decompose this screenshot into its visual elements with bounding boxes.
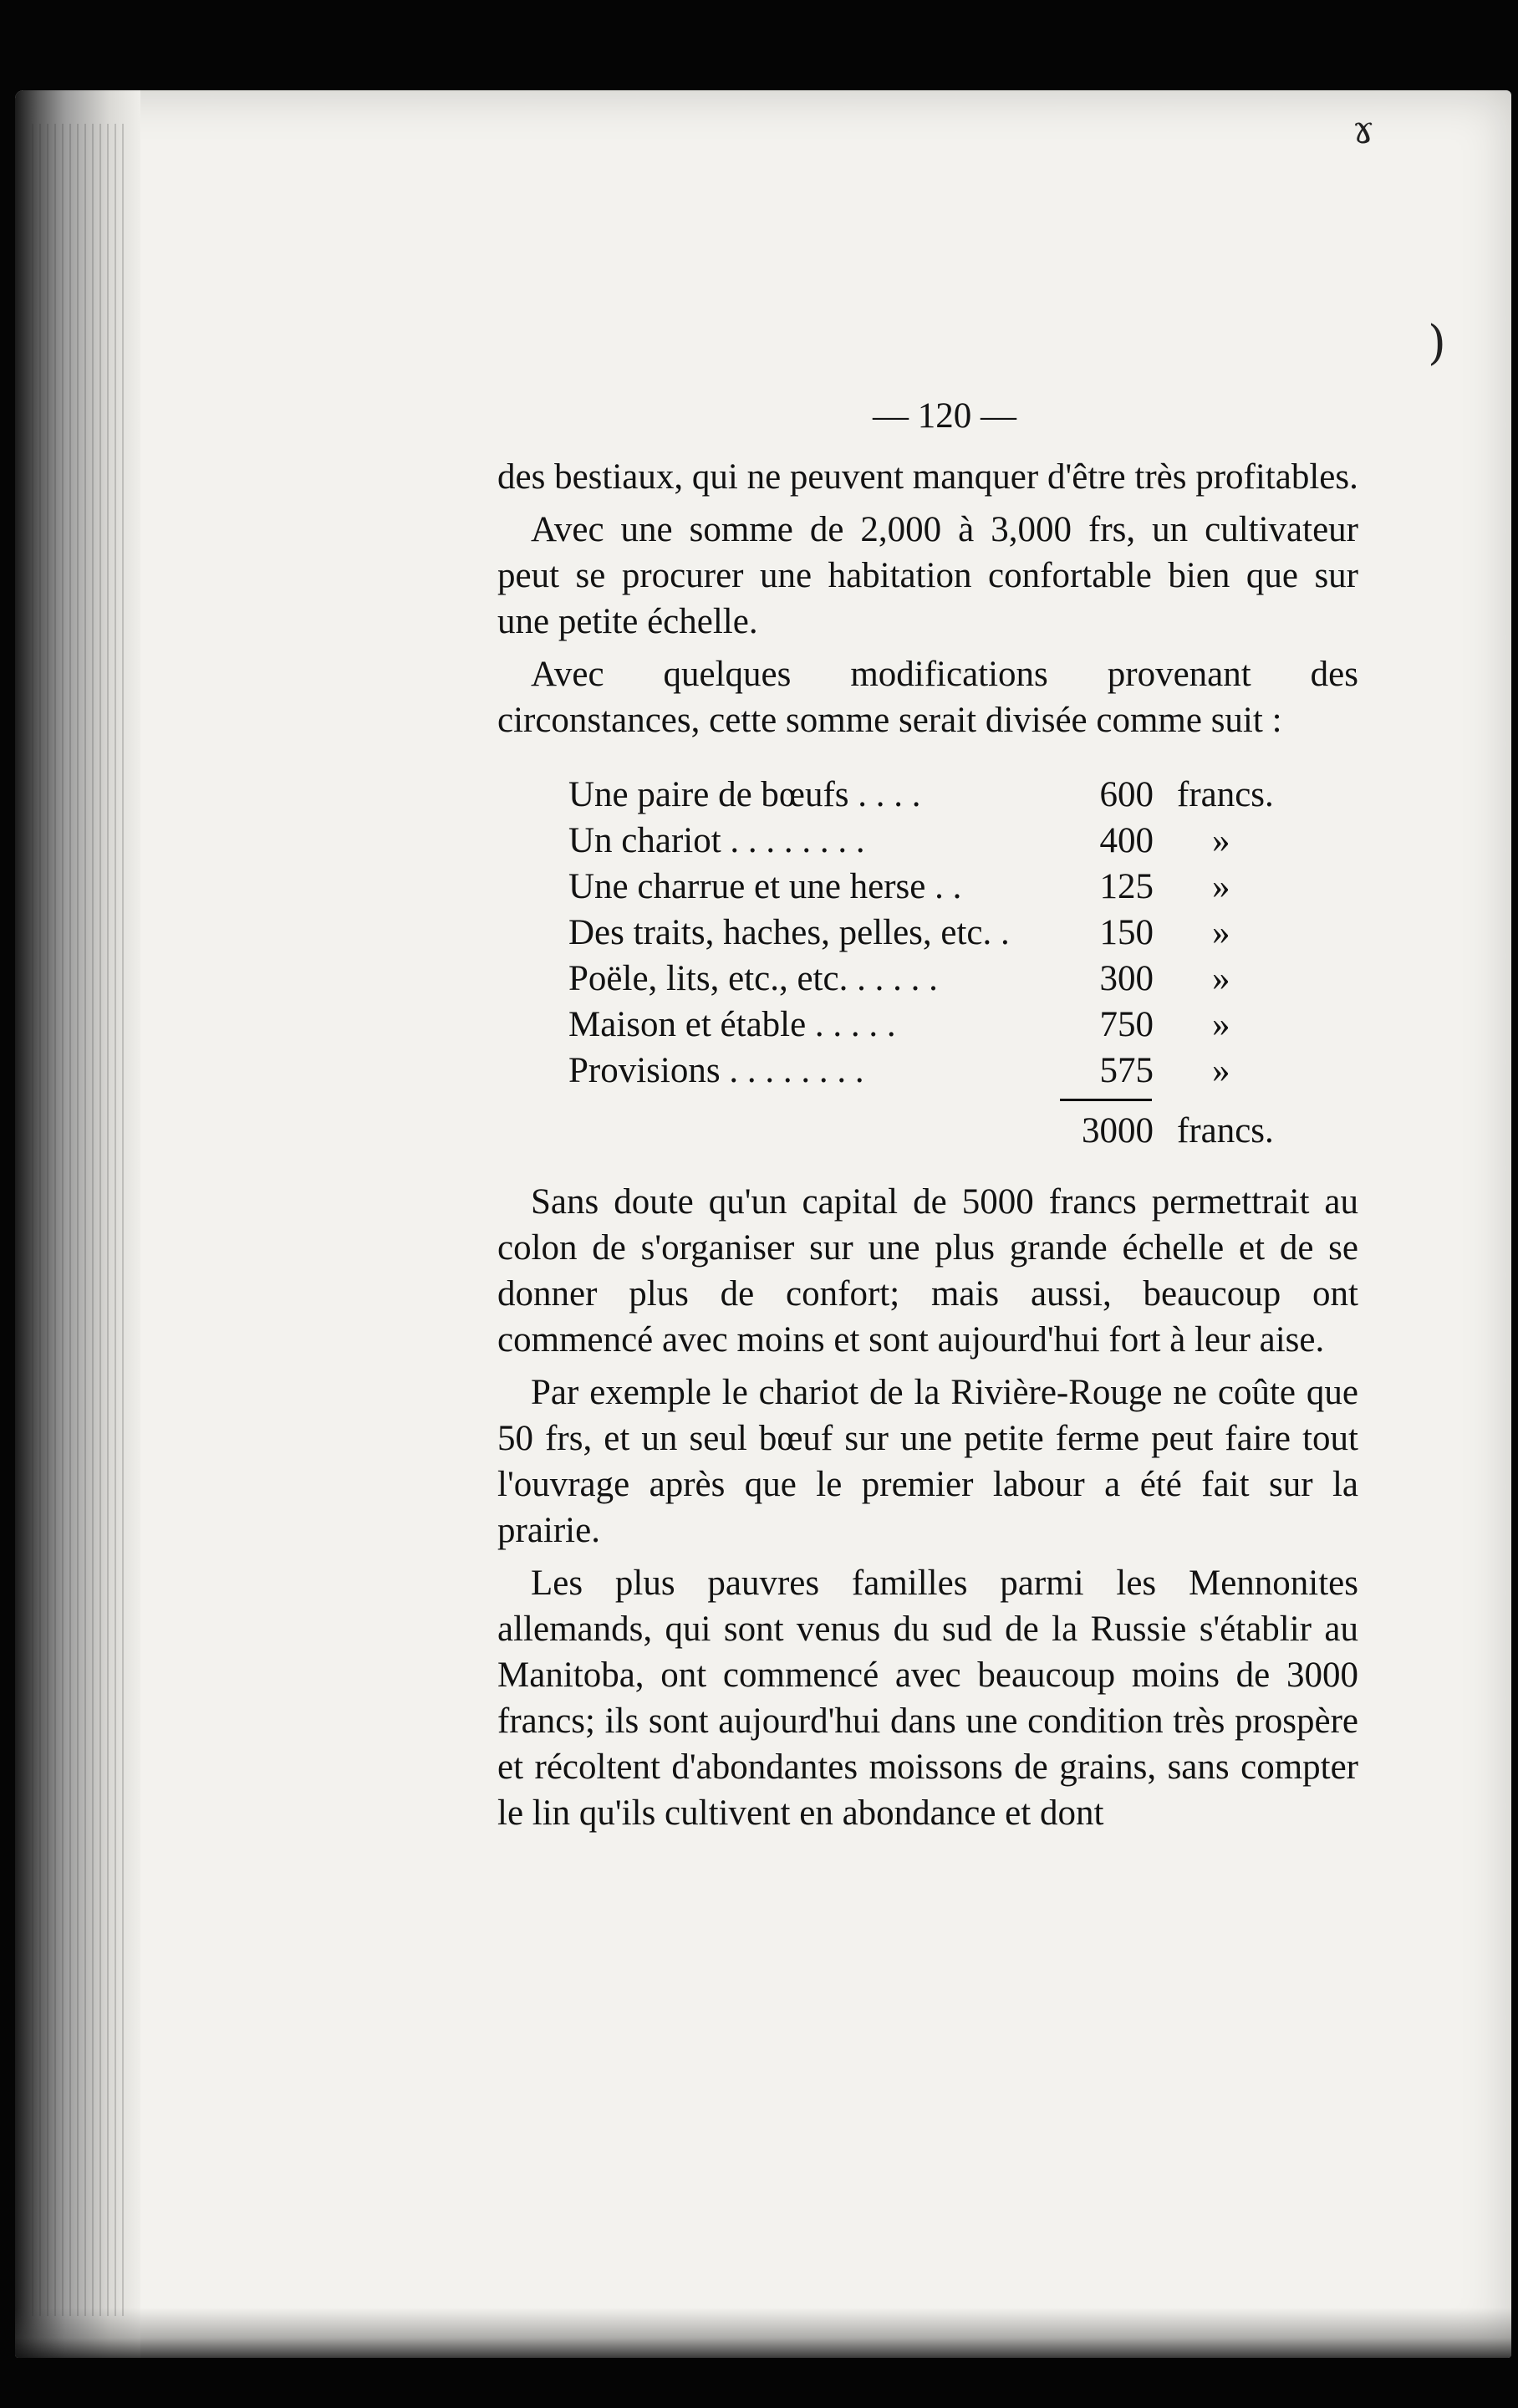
total-rule [1060, 1099, 1152, 1101]
expense-row [568, 772, 1304, 818]
expense-label: Poële, lits, etc., etc. . . . . . [568, 959, 938, 998]
expense-table [568, 772, 1304, 1154]
page-bottom-shadow [15, 2308, 1511, 2358]
page-number: — 120 — [873, 396, 1016, 436]
total-unit: francs. [1177, 1111, 1274, 1150]
book-spine [15, 90, 140, 2358]
book-page [15, 90, 1511, 2358]
expense-unit: » [1212, 1005, 1230, 1044]
expense-unit: » [1212, 913, 1230, 952]
paragraph-3: Avec quelques modifications provenant des circonstances, cette somme serait divisée comme suit : [497, 655, 1358, 740]
pencil-mark-corner: ɤ [1352, 107, 1374, 152]
expense-amount: 125 [1099, 867, 1154, 906]
expense-unit: francs. [1177, 775, 1274, 814]
expense-amount: 300 [1099, 959, 1154, 998]
expense-row [568, 1002, 1304, 1048]
expense-row [568, 956, 1304, 1002]
expense-amount: 150 [1099, 913, 1154, 952]
paragraph-1: des bestiaux, qui ne peuvent manquer d'être très profitables. [497, 457, 1358, 497]
expense-label: Un chariot . . . . . . . . [568, 821, 865, 860]
expense-amount: 750 [1099, 1005, 1154, 1044]
expense-unit: » [1212, 1051, 1230, 1090]
expense-row [568, 864, 1304, 910]
expense-label: Une charrue et une herse . . [568, 867, 962, 906]
expense-row [568, 910, 1304, 956]
expense-amount: 400 [1099, 821, 1154, 860]
expense-label: Maison et étable . . . . . [568, 1005, 896, 1044]
expense-total-row [568, 1108, 1304, 1154]
page-text [497, 393, 1358, 1843]
paragraph-4: Sans doute qu'un capital de 5000 francs permettrait au colon de s'organiser sur une plus grande échelle et de se donner plus de confort; mais aussi, beaucoup ont commencé avec moins et sont aujourd'hui fort à leur aise. [497, 1182, 1358, 1360]
total-amount: 3000 [1082, 1111, 1154, 1150]
expense-amount: 600 [1099, 775, 1154, 814]
paragraph-5: Par exemple le chariot de la Rivière-Rouge ne coûte que 50 frs, et un seul bœuf sur une petite ferme peut faire tout l'ouvrage après que le premier labour a été fait sur la prairie. [497, 1373, 1358, 1550]
pencil-mark-margin: ) [1428, 316, 1446, 370]
expense-row [568, 1048, 1304, 1094]
paragraph-2: Avec une somme de 2,000 à 3,000 frs, un cultivateur peut se procurer une habitation confortable bien que sur une petite échelle. [497, 510, 1358, 641]
expense-label: Des traits, haches, pelles, etc. . [568, 913, 1010, 952]
expense-unit: » [1212, 867, 1230, 906]
expense-amount: 575 [1099, 1051, 1154, 1090]
page-edges [32, 124, 124, 2316]
expense-row [568, 818, 1304, 864]
expense-label: Provisions . . . . . . . . [568, 1051, 864, 1090]
expense-unit: » [1212, 821, 1230, 860]
expense-unit: » [1212, 959, 1230, 998]
expense-label: Une paire de bœufs . . . . [568, 775, 921, 814]
paragraph-6: Les plus pauvres familles parmi les Mennonites allemands, qui sont venus du sud de la Russie s'établir au Manitoba, ont commencé avec beaucoup moins de 3000 francs; ils sont aujourd'hui dans une condition très prospère et récoltent d'abondantes moissons de grains, sans compter le lin qu'ils cultivent en abondance et dont [497, 1564, 1358, 1833]
